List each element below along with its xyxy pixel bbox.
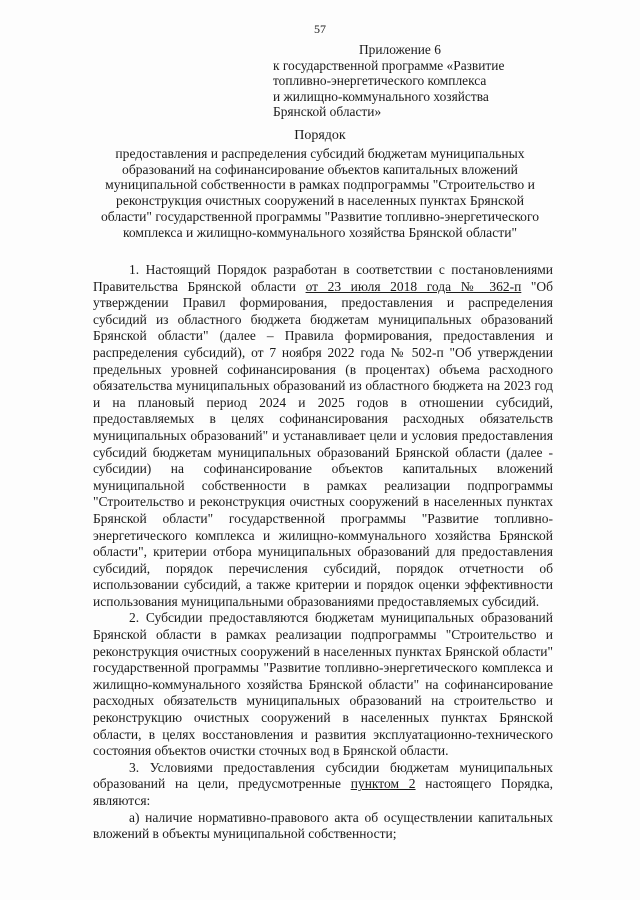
heading-line: реконструкция очистных сооружений в населенных пунктах Брянской bbox=[116, 193, 524, 209]
appendix-line: и жилищно-коммунального хозяйства bbox=[273, 88, 489, 104]
heading-line: области" государственной программы "Развитие топливно-энергетического bbox=[100, 208, 539, 224]
appendix-title: Приложение 6 bbox=[359, 42, 441, 57]
appendix-line: топливно-энергетического комплекса bbox=[273, 73, 487, 88]
appendix-line: к государственной программе «Развитие bbox=[273, 57, 505, 73]
heading-line: образований на софинансирование объектов капитальных вложений bbox=[122, 161, 518, 177]
heading-title: Порядок bbox=[294, 128, 346, 143]
item-2-reference-link[interactable]: пунктом 2 bbox=[350, 776, 416, 792]
page-number: 57 bbox=[314, 22, 326, 36]
paragraph-1 bbox=[93, 262, 553, 610]
resolution-reference-link[interactable]: от 23 июля 2018 года № 362-п bbox=[305, 278, 522, 294]
paragraph-4: а) наличие нормативно-правового акта об осуществлении капитальных вложений в объекты муниципальной собственности; bbox=[93, 809, 553, 842]
paragraph-3-text-b: настоящего Порядка, являются: bbox=[93, 776, 553, 808]
document-body bbox=[93, 262, 553, 843]
paragraph-1-text-a: 1. Настоящий Порядок разработан в соответствии с постановлениями Правительства Брянской области bbox=[93, 262, 553, 294]
paragraph-1-text-b: "Об утверждении Правил формирования, предоставления и распределения субсидий из областного бюджета бюджетам муниципальных образований Брянской области" (далее – Правила формирования, предоставления и распределения субсидий), от 7 ноября 2022 года № 502-п "Об утверждении предельных уровней софинансирования (в процентах) объема расходного обязательства муниципальных образований из областного бюджета на 2023 год и на плановый период 2024 и 2025 годов в отношении субсидий, предоставляемых в целях софинансирования расходных обязательств муниципальных образований" и устанавливает цели и условия предоставления субсидий бюджетам муниципальных образований Брянской области (далее - субсидии) на софинансирование объектов капитальных вложений муниципальной собственности в рамках реализации подпрограммы "Строительство и реконструкция очистных сооружений в населенных пунктах Брянской области" государственной программы "Развитие топливно-энергетического комплекса и жилищно-коммунального хозяйства Брянской области", критерии отбора муниципальных образований для предоставления субсидий, порядок перечисления субсидий, порядок отчетности об использовании субсидий, а также критерии и порядок оценки эффективности использования муниципальными образованиями предоставляемых субсидий. bbox=[93, 278, 554, 609]
appendix-line: Брянской области» bbox=[273, 104, 382, 119]
heading-line: предоставления и распределения субсидий бюджетам муниципальных bbox=[115, 145, 525, 161]
heading-line: комплекса и жилищно-коммунального хозяйства Брянской области" bbox=[122, 224, 518, 240]
paragraph-3 bbox=[93, 760, 553, 810]
appendix-block bbox=[273, 42, 593, 120]
paragraph-3-text-a: 3. Условиями предоставления субсидии бюджетам муниципальных образований на цели, предусмотренные bbox=[93, 759, 553, 792]
heading-line: муниципальной собственности в рамках подпрограммы "Строительство и bbox=[105, 177, 535, 193]
document-heading bbox=[95, 128, 545, 241]
paragraph-2: 2. Субсидии предоставляются бюджетам муниципальных образований Брянской области в рамках реализации подпрограммы "Строительство и реконструкция очистных сооружений в населенных пунктах Брянской области" государственной программы "Развитие топливно-энергетического комплекса и жилищно-коммунального хозяйства Брянской области" на софинансирование расходных обязательств муниципальных образований на строительство и реконструкцию очистных сооружений в населенных пунктах Брянской области, в целях восстановления и развития эксплуатационно-технического состояния объектов очистки сточных вод в Брянской области. bbox=[93, 610, 553, 759]
